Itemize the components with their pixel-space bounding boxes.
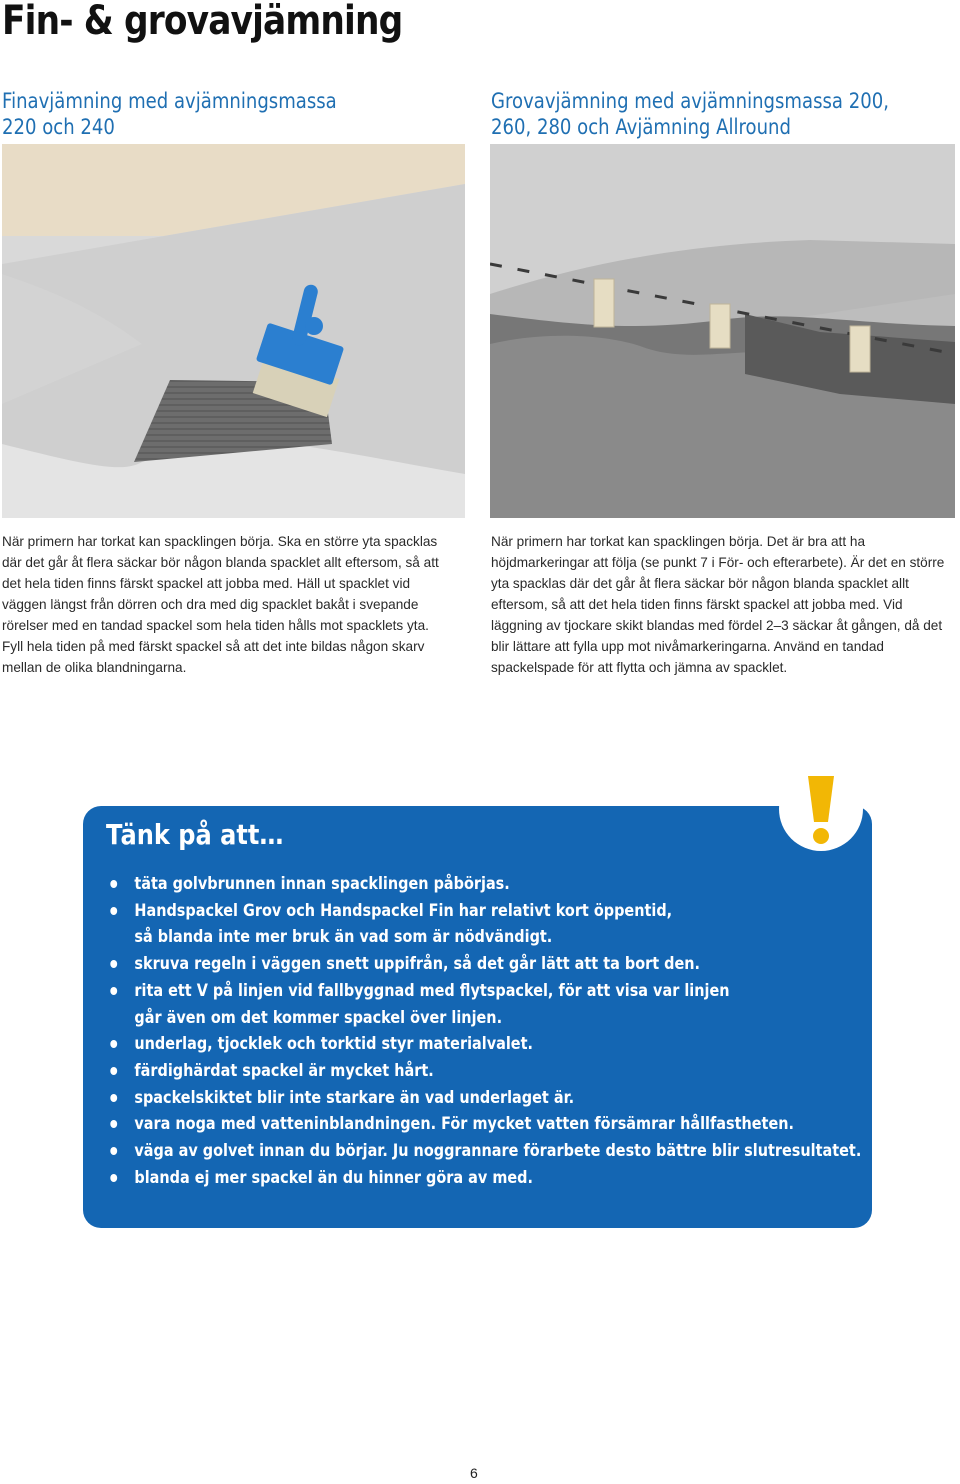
tip-item: blanda ej mer spackel än du hinner göra av med. — [106, 1164, 871, 1191]
right-heading-line1: Grovavjämning med avjämningsmassa 200, — [491, 89, 889, 113]
page-title: Fin- & grovavjämning — [2, 0, 403, 44]
coarse-levelling-illustration — [490, 144, 955, 518]
exclamation-icon — [778, 766, 864, 852]
tip-item: färdighärdat spackel är mycket hårt. — [106, 1057, 871, 1084]
tip-item: rita ett V på linjen vid fallbyggnad med flytspackel, för att visa var linjen går även om det kommer spackel över linjen. — [106, 977, 754, 1030]
right-column-body: När primern har torkat kan spacklingen börja. Det är bra att ha höjdmarkeringar att följa (se punkt 7 i För- och efterarbete). Är det en större yta spacklas där det går åt flera säckar bör någon blanda spacklet allt eftersom, så att det hela tiden finns färskt spackel att jobba med. Vid läggning av tjockare skikt blandas med fördel 2–3 säckar åt gången, då det blir lättare att fylla upp mot nivåmarkeringarna. Använd en tandad spackelspade för att flytta och jämna av spacklet. — [491, 534, 945, 675]
tip-item: vara noga med vatteninblandningen. För mycket vatten försämrar hållfastheten. — [106, 1110, 871, 1137]
tip-list — [106, 870, 871, 1190]
left-column-body: När primern har torkat kan spacklingen börja. Ska en större yta spacklas där det går åt flera säckar bör någon blanda spacklet allt eftersom, så att det hela tiden finns färskt spackel att jobba med. Häll ut spacklet vid väggen längst från dörren och dra med dig spacklet bakåt i svepande rörelser med en tandad spackel som hela tiden hålls mot spacklets yta. Fyll hela tiden på med färskt spackel så att det inte bildas någon skarv mellan de olika blandningarna. — [2, 534, 439, 675]
right-column-heading — [491, 88, 889, 140]
tip-item: spackelskiktet blir inte starkare än vad underlaget är. — [106, 1084, 871, 1111]
left-column-heading — [2, 88, 337, 140]
page-number: 6 — [470, 1465, 478, 1481]
tip-item: skruva regeln i väggen snett uppifrån, så det går lätt att ta bort den. — [106, 950, 871, 977]
tip-item: Handspackel Grov och Handspackel Fin har relativt kort öppentid, så blanda inte mer bruk än vad som är nödvändigt. — [106, 897, 685, 950]
fine-levelling-illustration — [2, 144, 465, 518]
tip-item: väga av golvet innan du börjar. Ju noggrannare förarbete desto bättre blir slutresultatet. — [106, 1137, 871, 1164]
left-heading-line2: 220 och 240 — [2, 115, 115, 139]
left-heading-line1: Finavjämning med avjämningsmassa — [2, 89, 337, 113]
tip-item: täta golvbrunnen innan spacklingen påbörjas. — [106, 870, 871, 897]
tip-item: underlag, tjocklek och torktid styr materialvalet. — [106, 1030, 871, 1057]
tip-title: Tänk på att… — [106, 818, 284, 851]
right-heading-line2: 260, 280 och Avjämning Allround — [491, 115, 791, 139]
